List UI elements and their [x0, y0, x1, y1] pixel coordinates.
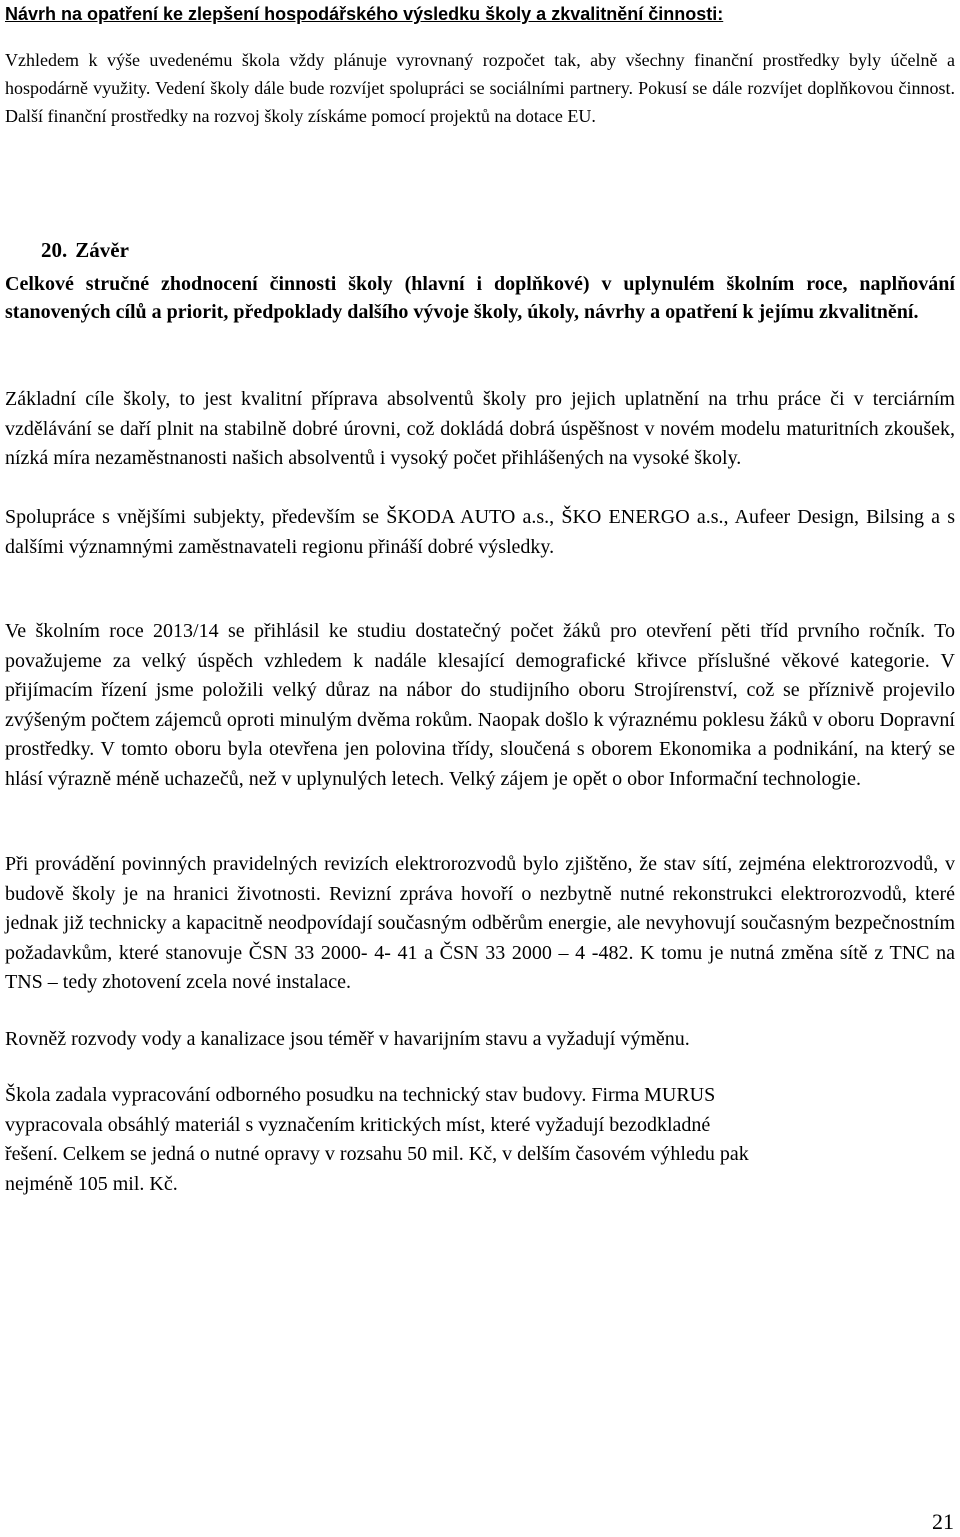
intro-paragraph: Vzhledem k výše uvedenému škola vždy plánuje vyrovnaný rozpočet tak, aby všechny finanční prostředky byly účelně a hospodárně využity. Vedení školy dále bude rozvíjet spolupráci se sociálními partnery. Pokusí se dále rozvíjet doplňkovou činnost. Další finanční prostředky na rozvoj školy získáme pomocí projektů na dotace EU. [5, 50, 955, 126]
improvement-heading: Návrh na opatření ke zlepšení hospodářského výsledku školy a zkvalitnění činnosti: [5, 4, 724, 24]
paragraph-enrollment: Ve školním roce 2013/14 se přihlásil ke studiu dostatečný počet žáků pro otevření pěti tříd prvního ročník. To považujeme za velký úspěch vzhledem k nadále klesající demografické křivce příslušné věkové kategorie. V přijímacím řízení jsme položili velký důraz na nábor do studijního oboru Strojírenství, což se příznivě projevilo zvýšeným počtem zájemců oproti minulým dvěma rokům. Naopak došlo k výraznému poklesu žáků v oboru Dopravní prostředky. V tomto oboru byla otevřena jen polovina třídy, sloučená s oborem Ekonomika a podnikání, na který se hlásí výrazně méně uchazečů, než v uplynulých letech. Velký zájem je opět o obor Informační technologie. [5, 620, 955, 790]
survey-line: vypracovala obsáhlý materiál s vyznačením kritických míst, které vyžadují bezodkladné [5, 1113, 711, 1136]
survey-line: Škola zadala vypracování odborného posudku na technický stav budovy. Firma MURUS [5, 1084, 716, 1106]
paragraph-cooperation: Spolupráce s vnějšími subjekty, především se ŠKODA AUTO a.s., ŠKO ENERGO a.s., Aufeer Design, Bilsing a s dalšími významnými zaměstnavateli regionu přináší dobré výsledky. [5, 506, 955, 558]
paragraph-survey [5, 1081, 955, 1199]
section-number: 20. [41, 238, 68, 262]
page-number: 21 [932, 1509, 954, 1534]
survey-line: řešení. Celkem se jedná o nutné opravy v rozsahu 50 mil. Kč, v delším časovém výhledu pak [5, 1143, 749, 1165]
section-title-text: Závěr [75, 238, 129, 262]
paragraph-goals: Základní cíle školy, to jest kvalitní příprava absolventů školy pro jejich uplatnění na trhu práce či v terciárním vzdělávání se daří plnit na stabilně dobré úrovni, což dokládá dobrá úspěšnost v novém modelu maturitních zkoušek, nízká míra nezaměstnanosti našich absolventů i vysoký počet přihlášených na vysoké školy. [5, 388, 955, 469]
survey-line: nejméně 105 mil. Kč. [5, 1172, 178, 1195]
section-title [41, 236, 129, 264]
paragraph-revisions: Při provádění povinných pravidelných revizích elektrorozvodů bylo zjištěno, že stav sítí, zejména elektrorozvodů, v budově školy je na hranici životnosti. Revizní zpráva hovoří o nezbytně nutné rekonstrukci elektrorozvodů, které jednak již technicky a kapacitně neodpovídají současným odběrům energie, ale nevyhovují současným bezpečnostním požadavkům, které stanovuje ČSN 33 2000- 4- 41 a ČSN 33 2000 – 4 -482. K tomu je nutná změna sítě z TNC na TNS – tedy zhotovení zcela nové instalace. [5, 853, 955, 993]
section-subtitle: Celkové stručné zhodnocení činnosti školy (hlavní i doplňkové) v uplynulém školním roce, naplňování stanovených cílů a priorit, předpoklady dalšího vývoje školy, úkoly, návrhy a opatření k jejímu zkvalitnění. [5, 273, 955, 323]
paragraph-water: Rovněž rozvody vody a kanalizace jsou téměř v havarijním stavu a vyžadují výměnu. [5, 1028, 690, 1050]
